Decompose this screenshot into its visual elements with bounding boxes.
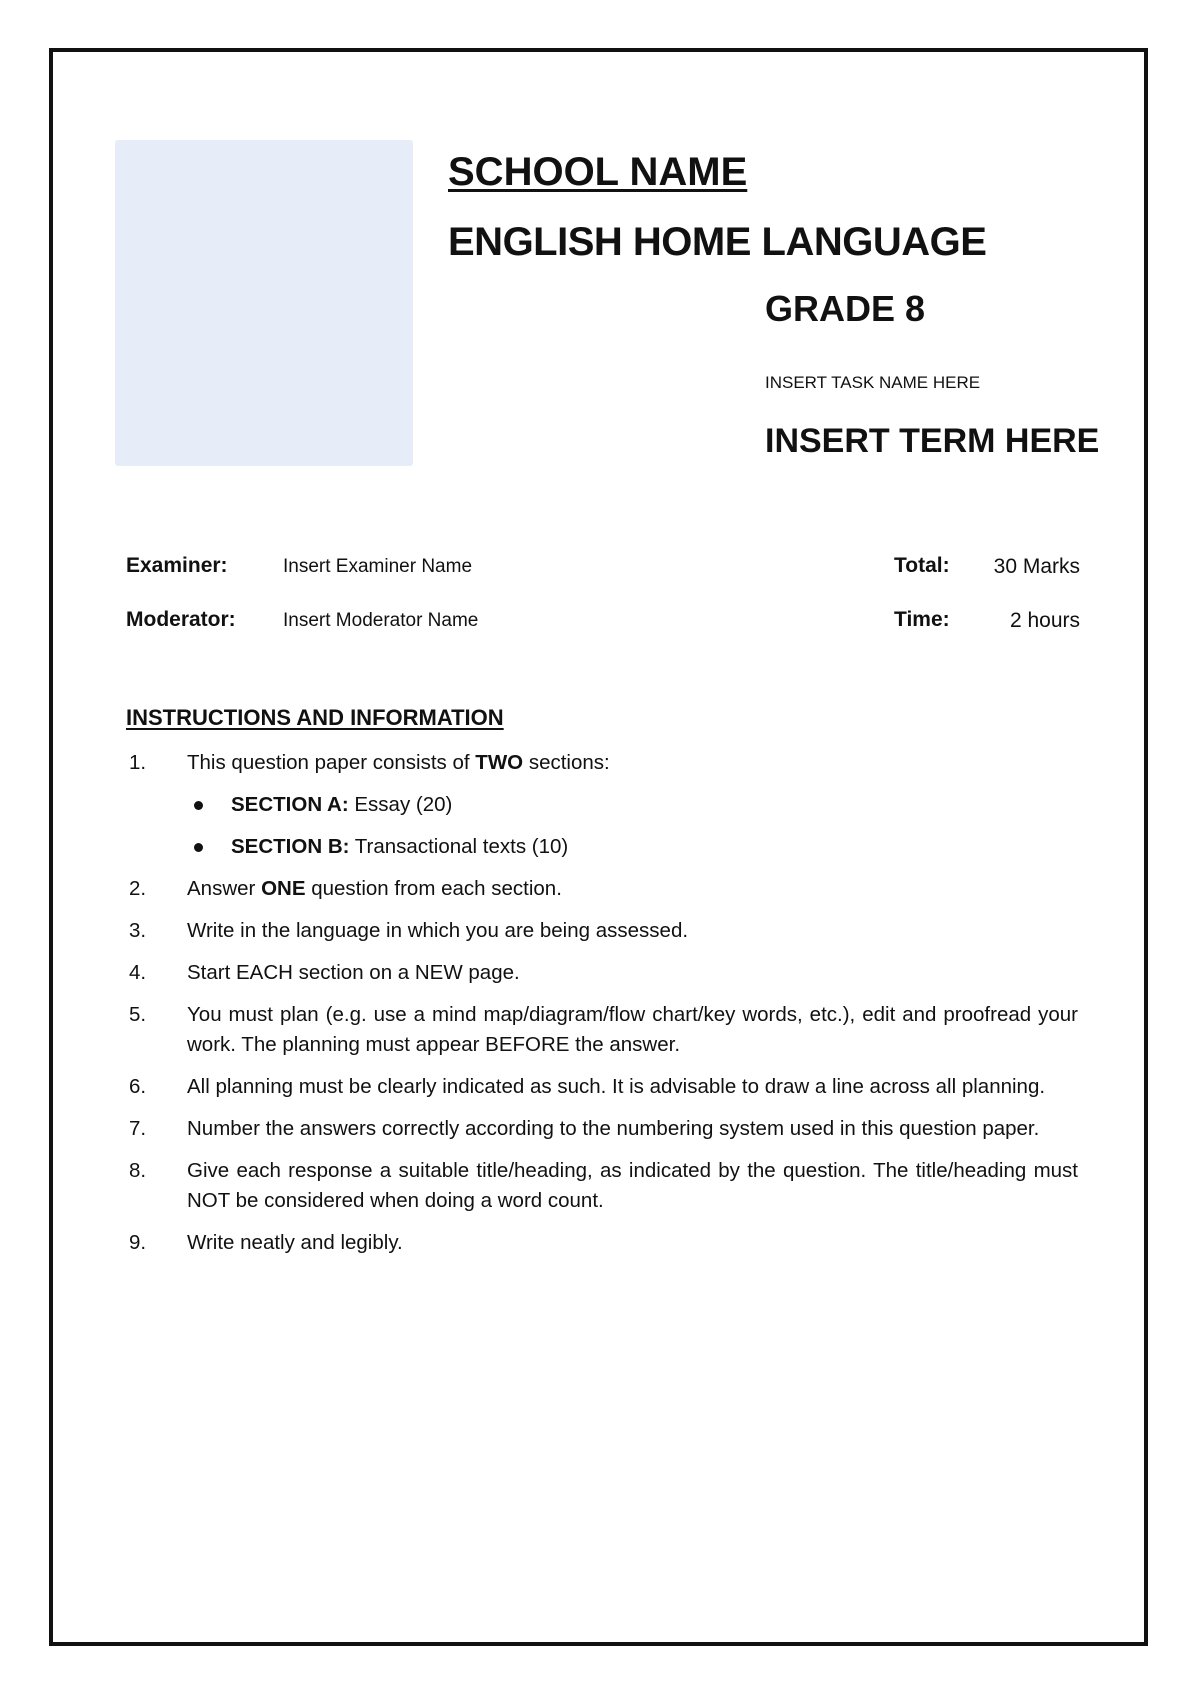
item-number: 5. <box>129 1003 147 1026</box>
item-text: question from each section. <box>305 877 562 900</box>
item-text: All planning must be clearly indicated as such. It is advisable to draw a line across all planning. <box>187 1075 1046 1098</box>
term-title: INSERT TERM HERE <box>765 422 1100 460</box>
section-label: SECTION A: <box>231 793 349 816</box>
moderator-label: Moderator: <box>126 608 236 631</box>
total-label: Total: <box>894 554 950 577</box>
item-text: Start EACH section on a NEW page. <box>187 961 520 984</box>
school-name: SCHOOL NAME <box>448 150 748 194</box>
moderator-value: Insert Moderator Name <box>283 610 479 631</box>
list-item <box>126 1000 1078 1060</box>
item-text: You must plan (e.g. use a mind map/diagram/flow chart/key words, etc.), edit and proofread your work. The planning must appear BEFORE the answer. <box>187 1003 1078 1056</box>
section-bullet <box>126 832 1078 862</box>
section-text: Transactional texts (10) <box>349 835 569 858</box>
item-text: Write neatly and legibly. <box>187 1231 403 1254</box>
logo-placeholder <box>115 140 413 466</box>
section-text: Essay (20) <box>348 793 453 816</box>
item-emphasis: TWO <box>475 751 524 774</box>
item-number: 3. <box>129 919 147 942</box>
list-item <box>126 1072 1078 1102</box>
time-value: 2 hours <box>1009 609 1080 632</box>
item-text: Number the answers correctly according to the numbering system used in this question paper. <box>187 1117 1040 1140</box>
task-name: INSERT TASK NAME HERE <box>765 373 981 392</box>
examiner-value: Insert Examiner Name <box>283 556 473 577</box>
bullet-icon <box>194 843 203 852</box>
list-item <box>126 1114 1078 1144</box>
item-text: Give each response a suitable title/heading, as indicated by the question. The title/heading must NOT be considered when doing a word count. <box>187 1159 1078 1212</box>
bullet-icon <box>194 801 203 810</box>
item-number: 4. <box>129 961 147 984</box>
grade-title: GRADE 8 <box>765 288 926 329</box>
item-number: 9. <box>129 1231 147 1254</box>
list-item <box>126 748 1078 778</box>
list-item <box>126 874 1078 904</box>
item-text: Write in the language in which you are being assessed. <box>187 919 689 942</box>
list-item <box>126 958 1078 988</box>
examiner-label: Examiner: <box>126 554 228 577</box>
item-number: 7. <box>129 1117 147 1140</box>
time-label: Time: <box>894 608 950 631</box>
list-item <box>126 916 1078 946</box>
item-text: sections: <box>523 751 610 774</box>
section-bullet <box>126 790 1078 820</box>
item-number: 8. <box>129 1159 147 1182</box>
item-emphasis: ONE <box>261 877 306 900</box>
total-value: 30 Marks <box>993 555 1080 578</box>
instructions-list <box>126 748 1078 1270</box>
item-number: 6. <box>129 1075 147 1098</box>
section-label: SECTION B: <box>231 835 350 858</box>
item-number: 1. <box>129 751 147 774</box>
item-text: Answer <box>187 877 262 900</box>
list-item <box>126 1156 1078 1216</box>
list-item <box>126 1228 1078 1258</box>
subject-title: ENGLISH HOME LANGUAGE <box>448 220 987 264</box>
item-text: This question paper consists of <box>187 751 476 774</box>
item-number: 2. <box>129 877 147 900</box>
instructions-heading: INSTRUCTIONS AND INFORMATION <box>126 705 504 730</box>
